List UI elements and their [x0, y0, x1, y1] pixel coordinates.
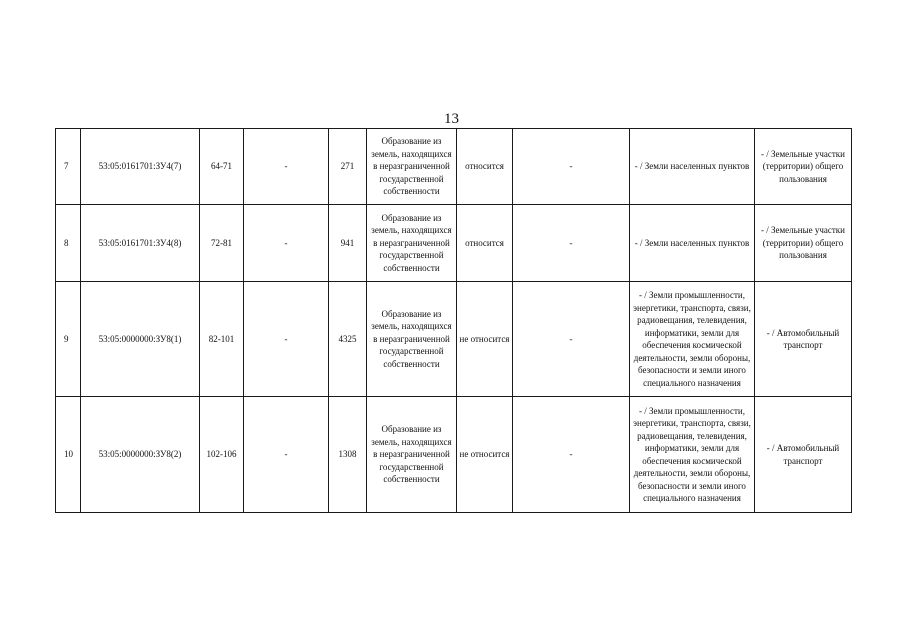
boundary-points: 72-81 — [200, 205, 244, 282]
area-value: 941 — [329, 205, 367, 282]
table-row — [56, 397, 852, 513]
column-4-value: - — [244, 205, 329, 282]
relation-status: не относится — [457, 282, 513, 397]
land-category: - / Земли населенных пунктов — [630, 129, 755, 205]
boundary-points: 102-106 — [200, 397, 244, 513]
table-row — [56, 205, 852, 282]
cadastral-number: 53:05:0000000:ЗУ8(2) — [81, 397, 200, 513]
row-index: 10 — [56, 397, 81, 513]
area-value: 271 — [329, 129, 367, 205]
column-4-value: - — [244, 282, 329, 397]
permitted-use: - / Земельные участки (территории) общего пользования — [755, 129, 852, 205]
cadastral-number: 53:05:0161701:ЗУ4(7) — [81, 129, 200, 205]
boundary-points: 82-101 — [200, 282, 244, 397]
boundary-points: 64-71 — [200, 129, 244, 205]
permitted-use: - / Земельные участки (территории) общего пользования — [755, 205, 852, 282]
column-8-value: - — [513, 397, 630, 513]
land-plots-table — [55, 128, 852, 513]
column-4-value: - — [244, 397, 329, 513]
relation-status: относится — [457, 129, 513, 205]
land-category: - / Земли промышленности, энергетики, транспорта, связи, радиовещания, телевидения, информатики, земли для обеспечения космической деятельности, земли обороны, безопасности и земли иного специального назначения — [630, 397, 755, 513]
cadastral-number: 53:05:0000000:ЗУ8(1) — [81, 282, 200, 397]
table-row — [56, 129, 852, 205]
area-value: 4325 — [329, 282, 367, 397]
land-category: - / Земли населенных пунктов — [630, 205, 755, 282]
column-8-value: - — [513, 205, 630, 282]
permitted-use: - / Автомобильный транспорт — [755, 397, 852, 513]
formation-method: Образование из земель, находящихся в неразграниченной государственной собственности — [367, 282, 457, 397]
row-index: 7 — [56, 129, 81, 205]
row-index: 9 — [56, 282, 81, 397]
land-category: - / Земли промышленности, энергетики, транспорта, связи, радиовещания, телевидения, информатики, земли для обеспечения космической деятельности, земли обороны, безопасности и земли иного специального назначения — [630, 282, 755, 397]
permitted-use: - / Автомобильный транспорт — [755, 282, 852, 397]
column-4-value: - — [244, 129, 329, 205]
row-index: 8 — [56, 205, 81, 282]
column-8-value: - — [513, 282, 630, 397]
formation-method: Образование из земель, находящихся в неразграниченной государственной собственности — [367, 129, 457, 205]
cadastral-number: 53:05:0161701:ЗУ4(8) — [81, 205, 200, 282]
table-row — [56, 282, 852, 397]
relation-status: не относится — [457, 397, 513, 513]
area-value: 1308 — [329, 397, 367, 513]
page-number: 13 — [444, 111, 459, 127]
column-8-value: - — [513, 129, 630, 205]
relation-status: относится — [457, 205, 513, 282]
formation-method: Образование из земель, находящихся в неразграниченной государственной собственности — [367, 205, 457, 282]
formation-method: Образование из земель, находящихся в неразграниченной государственной собственности — [367, 397, 457, 513]
